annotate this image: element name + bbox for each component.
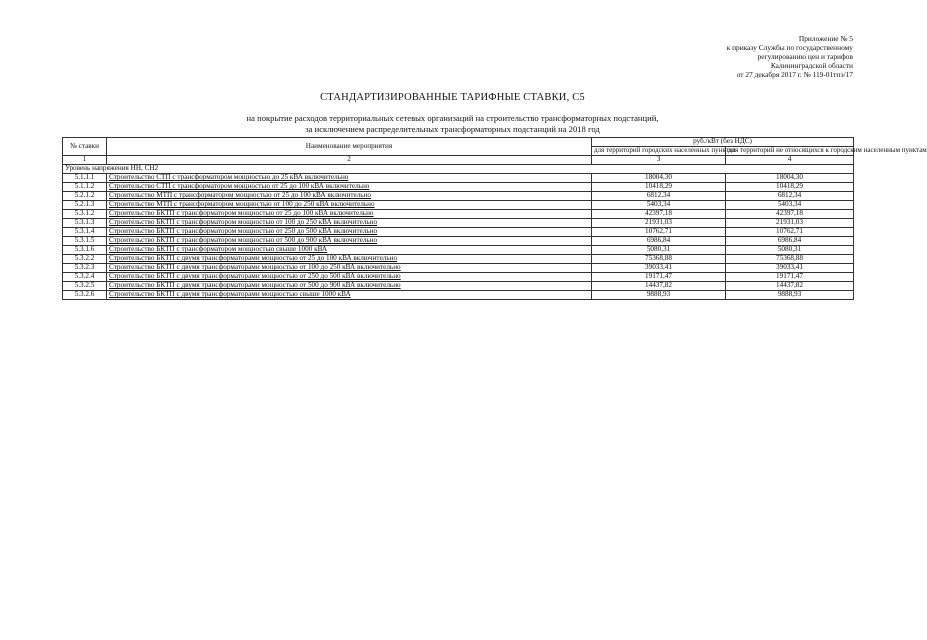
measure-name: Строительство БКТП с трансформатором мощностью от 25 до 100 кВА включительно bbox=[107, 210, 592, 219]
measure-name: Строительство БКТП с трансформатором мощностью свыше 1000 кВА bbox=[107, 246, 592, 255]
urban-rate: 18004,30 bbox=[592, 174, 726, 183]
column-numbers-row bbox=[63, 156, 854, 165]
measure-name: Строительство БКТП с трансформатором мощностью от 500 до 900 кВА включительно bbox=[107, 237, 592, 246]
measure-name: Строительство СТП с трансформатором мощностью от 25 до 100 кВА включительно bbox=[107, 183, 592, 192]
urban-rate: 14437,82 bbox=[592, 282, 726, 291]
header-unit: руб./кВт (без НДС) bbox=[592, 138, 854, 147]
column-number: 2 bbox=[107, 156, 592, 165]
rural-rate: 42397,18 bbox=[726, 210, 854, 219]
measure-name: Строительство БКТП с двумя трансформаторами мощностью от 500 до 900 кВА включительно bbox=[107, 282, 592, 291]
document-subtitle bbox=[0, 113, 905, 134]
urban-rate: 39033,41 bbox=[592, 264, 726, 273]
rate-code: 5.1.1.1 bbox=[63, 174, 107, 183]
rural-rate: 5403,34 bbox=[726, 201, 854, 210]
urban-rate: 10418,29 bbox=[592, 183, 726, 192]
measure-name: Строительство БКТП с двумя трансформаторами мощностью свыше 1000 кВА bbox=[107, 291, 592, 300]
rate-code: 5.2.1.2 bbox=[63, 192, 107, 201]
appendix-line: Приложение № 5 bbox=[798, 34, 853, 43]
rate-code: 5.3.2.2 bbox=[63, 255, 107, 264]
measure-name: Строительство БКТП с двумя трансформаторами мощностью от 100 до 250 кВА включительно bbox=[107, 264, 592, 273]
urban-rate: 75368,88 bbox=[592, 255, 726, 264]
rural-rate: 21931,03 bbox=[726, 219, 854, 228]
rural-rate: 75368,88 bbox=[726, 255, 854, 264]
urban-rate: 5403,34 bbox=[592, 201, 726, 210]
subtitle-line: за исключением распределительных трансформаторных подстанций на 2018 год bbox=[305, 123, 600, 134]
rural-rate: 18004,30 bbox=[726, 174, 854, 183]
measure-name: Строительство БКТП с трансформатором мощностью от 100 до 250 кВА включительно bbox=[107, 219, 592, 228]
rate-code: 5.3.1.2 bbox=[63, 210, 107, 219]
rate-code: 5.2.1.3 bbox=[63, 201, 107, 210]
column-number: 3 bbox=[592, 156, 726, 165]
rural-rate: 5080,31 bbox=[726, 246, 854, 255]
rural-rate: 39033,41 bbox=[726, 264, 854, 273]
appendix-line: регулированию цен и тарифов bbox=[757, 51, 853, 61]
urban-rate: 5080,31 bbox=[592, 246, 726, 255]
rural-rate: 6812,34 bbox=[726, 192, 854, 201]
rural-rate: 10418,29 bbox=[726, 183, 854, 192]
rate-code: 5.3.2.6 bbox=[63, 291, 107, 300]
rate-code: 5.1.1.2 bbox=[63, 183, 107, 192]
column-number: 4 bbox=[726, 156, 854, 165]
urban-rate: 6986,84 bbox=[592, 237, 726, 246]
urban-rate: 42397,18 bbox=[592, 210, 726, 219]
rural-rate: 9888,93 bbox=[726, 291, 854, 300]
rural-rate: 6986,84 bbox=[726, 237, 854, 246]
column-number: 1 bbox=[63, 156, 107, 165]
subtitle-line: на покрытие расходов территориальных сетевых организаций на строительство трансформаторных подстанций, bbox=[246, 113, 659, 123]
measure-name: Строительство БКТП с двумя трансформаторами мощностью от 25 до 100 кВА включительно bbox=[107, 255, 592, 264]
rate-code: 5.3.1.4 bbox=[63, 228, 107, 237]
urban-rate: 6812,34 bbox=[592, 192, 726, 201]
table-row bbox=[63, 291, 854, 300]
header-urban: для территорий городских населенных пунктов bbox=[592, 147, 726, 156]
measure-name: Строительство БКТП с двумя трансформаторами мощностью от 250 до 500 кВА включительно bbox=[107, 273, 592, 282]
document-title: СТАНДАРТИЗИРОВАННЫЕ ТАРИФНЫЕ СТАВКИ, С5 bbox=[320, 92, 585, 103]
rate-code: 5.3.1.3 bbox=[63, 219, 107, 228]
appendix-line: Калининградской области bbox=[770, 60, 853, 70]
header-measure-name: Наименование мероприятия bbox=[107, 138, 592, 156]
urban-rate: 9888,93 bbox=[592, 291, 726, 300]
rate-code: 5.3.1.5 bbox=[63, 237, 107, 246]
rural-rate: 10762,71 bbox=[726, 228, 854, 237]
header-rural: для территорий не относящихся к городским населенным пунктам bbox=[726, 147, 854, 156]
measure-name: Строительство БКТП с трансформатором мощностью от 250 до 500 кВА включительно bbox=[107, 228, 592, 237]
measure-name: Строительство МТП с трансформатором мощностью от 25 до 100 кВА включительно bbox=[107, 192, 592, 201]
appendix-line: от 27 декабря 2017 г. № 119-01тпэ/17 bbox=[736, 69, 853, 79]
rate-code: 5.3.2.3 bbox=[63, 264, 107, 273]
rural-rate: 19171,47 bbox=[726, 273, 854, 282]
rate-code: 5.3.2.5 bbox=[63, 282, 107, 291]
rate-code: 5.3.2.4 bbox=[63, 273, 107, 282]
voltage-level-label: Уровень напряжения НН, СН2 bbox=[63, 165, 854, 174]
rural-rate: 14437,82 bbox=[726, 282, 854, 291]
measure-name: Строительство МТП с трансформатором мощностью от 100 до 250 кВА включительно bbox=[107, 201, 592, 210]
urban-rate: 10762,71 bbox=[592, 228, 726, 237]
appendix-line: к приказу Службы по государственному bbox=[726, 42, 853, 52]
urban-rate: 21931,03 bbox=[592, 219, 726, 228]
header-rate-number: № ставки bbox=[63, 138, 107, 156]
tariff-table bbox=[62, 137, 927, 300]
rate-code: 5.3.1.6 bbox=[63, 246, 107, 255]
appendix-block bbox=[727, 35, 853, 80]
urban-rate: 19171,47 bbox=[592, 273, 726, 282]
measure-name: Строительство СТП с трансформатором мощностью до 25 кВА включительно bbox=[107, 174, 592, 183]
